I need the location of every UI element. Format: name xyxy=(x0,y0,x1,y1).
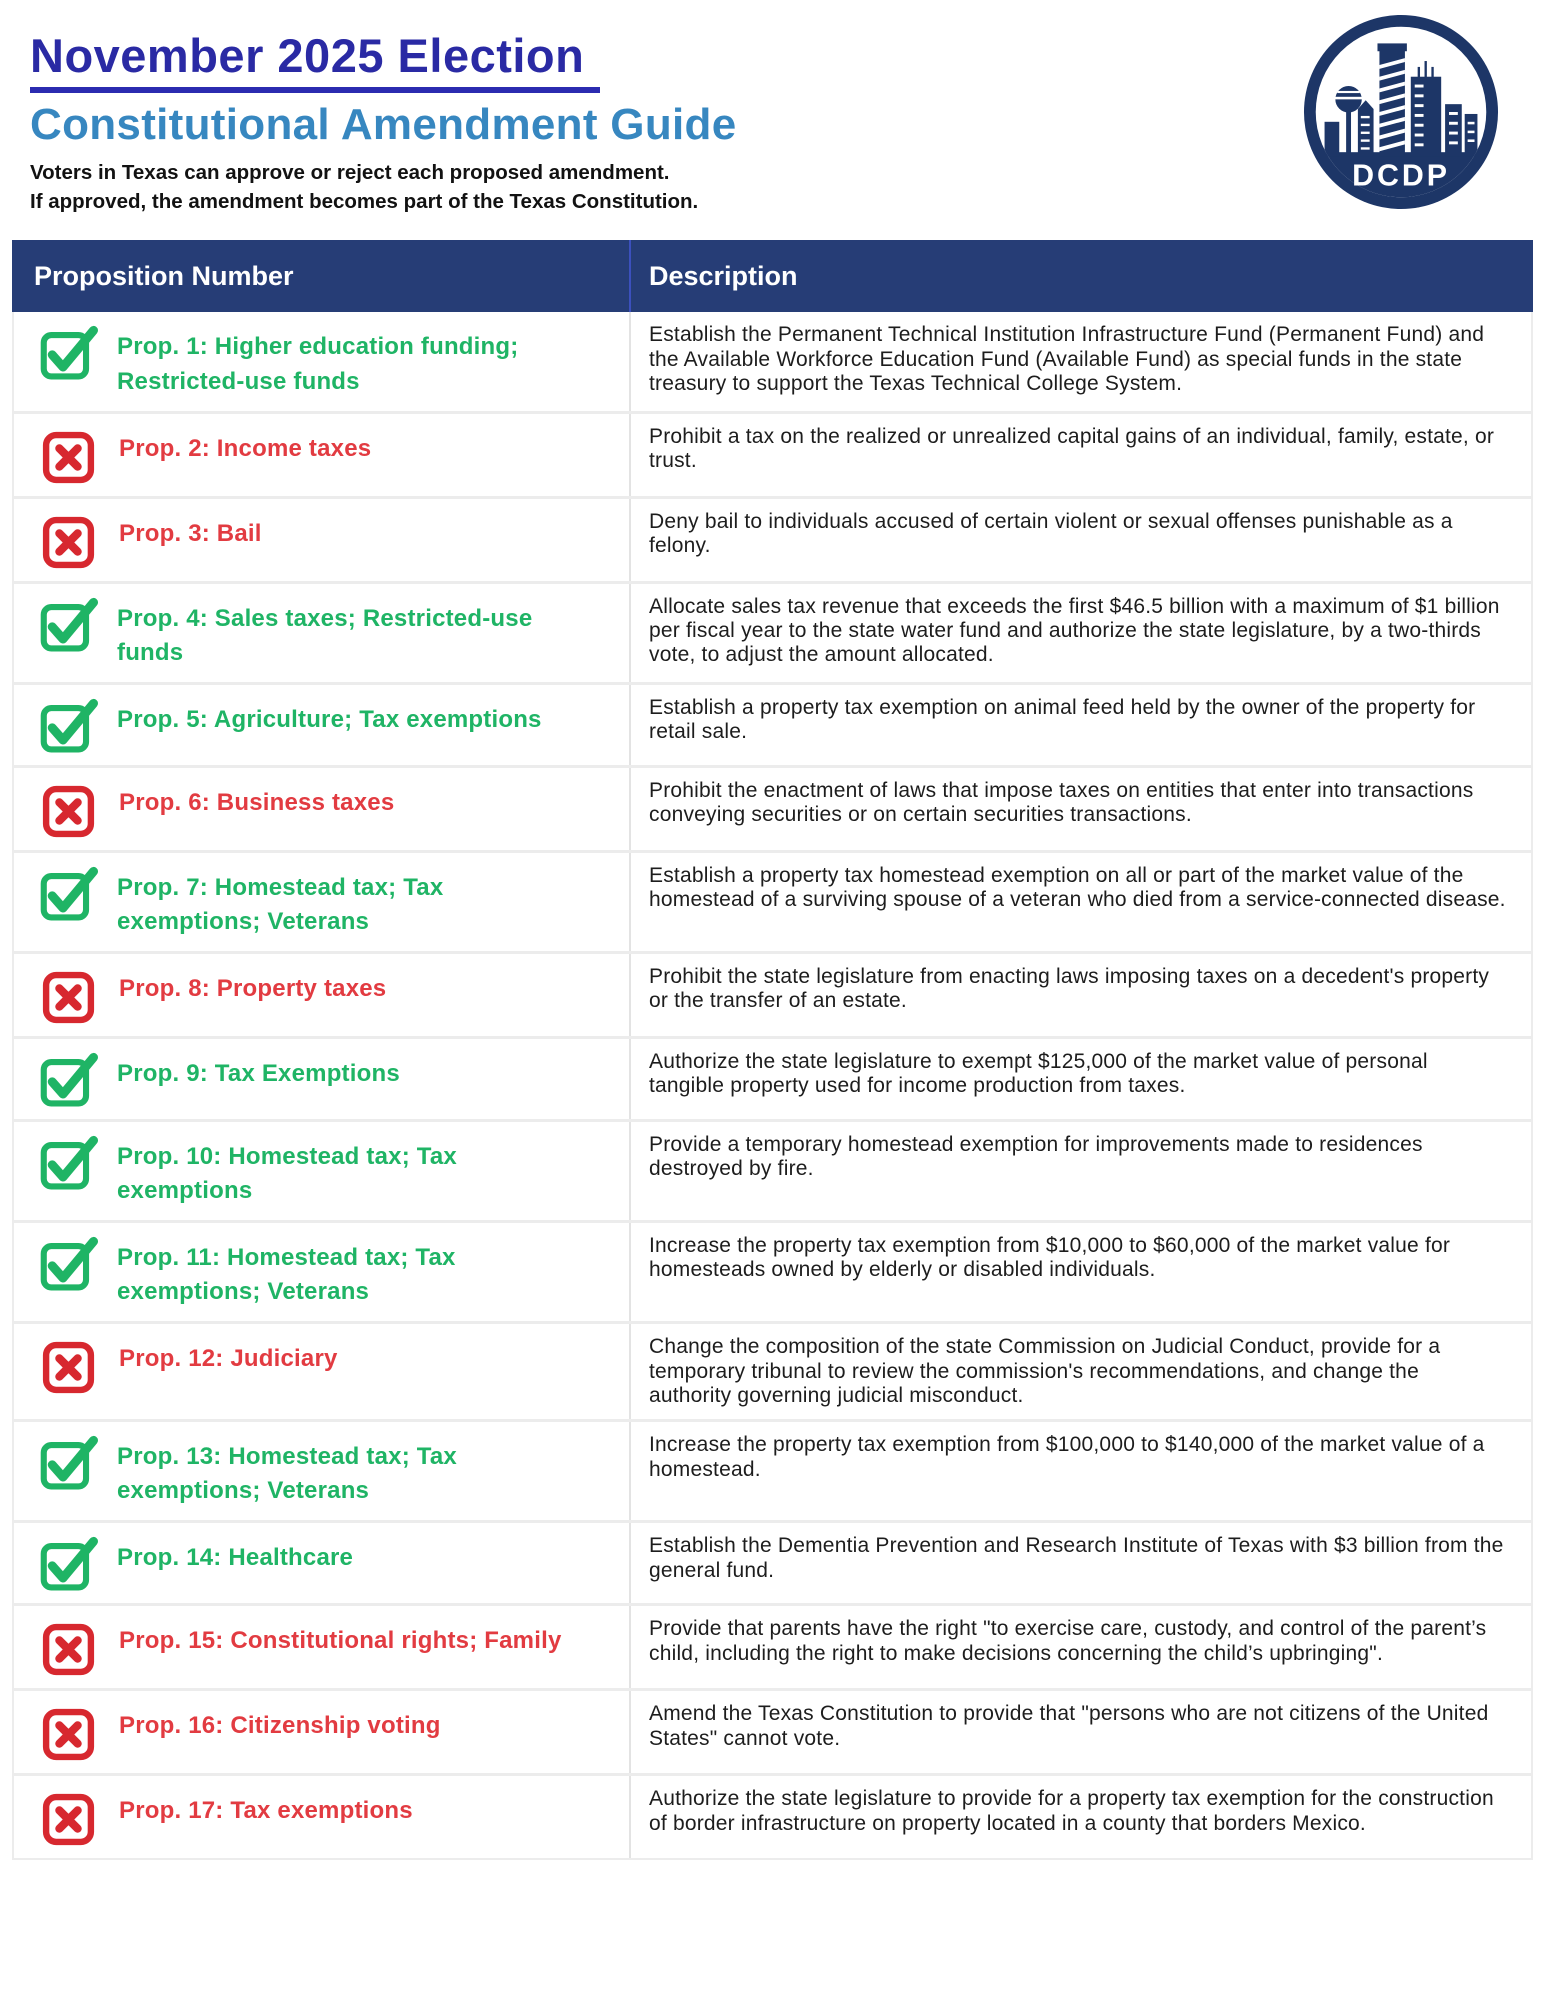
description-cell xyxy=(629,1606,1531,1688)
column-header-description: Description xyxy=(629,240,1533,312)
x-icon xyxy=(40,1793,104,1846)
proposition-cell xyxy=(14,1523,629,1603)
proposition-title: Prop. 2: Income taxes xyxy=(119,434,372,462)
check-icon xyxy=(40,1434,102,1490)
dcdp-logo xyxy=(1303,14,1499,210)
amendment-table xyxy=(12,240,1533,1860)
table-row xyxy=(14,499,1531,584)
x-icon xyxy=(40,785,104,838)
intro-line-1: Voters in Texas can approve or reject each proposed amendment. xyxy=(30,161,670,185)
proposition-description: Prohibit a tax on the realized or unrealized capital gains of an individual, family, estate, or trust. xyxy=(649,424,1495,472)
proposition-description: Increase the property tax exemption from $10,000 to $60,000 of the market value for homesteads owned by elderly or disabled individuals. xyxy=(649,1234,1451,1282)
proposition-cell xyxy=(14,1223,629,1321)
proposition-description: Deny bail to individuals accused of certain violent or sexual offenses punishable as a felony. xyxy=(649,509,1453,557)
proposition-cell xyxy=(14,1039,629,1119)
check-icon xyxy=(40,1134,102,1190)
proposition-description: Establish the Permanent Technical Institution Infrastructure Fund (Permanent Fund) and the Available Workforce Education Fund (Available Fund) as special funds in the state treasury to support the Texas Technical College System. xyxy=(649,323,1485,396)
proposition-description: Prohibit the enactment of laws that impose taxes on entities that enter into transactions conveying securities or on certain securities transactions. xyxy=(649,778,1474,827)
proposition-description: Change the composition of the state Commission on Judicial Conduct, provide for a temporary tribunal to review the commission's recommendations, and change the authority governing judicial misconduct. xyxy=(649,1335,1441,1407)
table-row xyxy=(14,1606,1531,1691)
check-icon xyxy=(40,1235,102,1291)
proposition-title: Prop. 14: Healthcare xyxy=(117,1544,354,1572)
proposition-title: Prop. 10: Homestead tax; Tax exemptions xyxy=(117,1142,457,1204)
proposition-description: Provide that parents have the right "to exercise care, custody, and control of the parent’s child, including the right to make decisions concerning the child’s upbringing". xyxy=(649,1617,1487,1665)
proposition-description: Amend the Texas Constitution to provide that "persons who are not citizens of the United States" cannot vote. xyxy=(649,1702,1489,1750)
description-cell xyxy=(629,312,1531,410)
table-row xyxy=(14,1691,1531,1776)
proposition-cell xyxy=(14,853,629,951)
proposition-title: Prop. 13: Homestead tax; Tax exemptions; Veterans xyxy=(117,1443,457,1505)
table-body xyxy=(14,312,1531,1858)
description-cell xyxy=(629,1039,1531,1119)
description-cell xyxy=(629,1223,1531,1321)
proposition-cell xyxy=(14,312,629,410)
table-row xyxy=(14,954,1531,1039)
proposition-title: Prop. 17: Tax exemptions xyxy=(119,1797,413,1825)
proposition-cell xyxy=(14,499,629,581)
proposition-cell xyxy=(14,954,629,1036)
table-row xyxy=(14,1776,1531,1858)
proposition-title: Prop. 3: Bail xyxy=(119,519,262,547)
description-cell xyxy=(629,954,1531,1036)
proposition-title: Prop. 6: Business taxes xyxy=(119,788,395,816)
description-cell xyxy=(629,414,1531,496)
description-cell xyxy=(629,499,1531,581)
check-icon xyxy=(40,865,102,921)
description-cell xyxy=(629,1324,1531,1419)
x-icon xyxy=(40,1341,104,1394)
proposition-cell xyxy=(14,414,629,496)
intro-line-2: If approved, the amendment becomes part of the Texas Constitution. xyxy=(30,190,699,214)
description-cell xyxy=(629,1422,1531,1520)
proposition-cell xyxy=(14,1422,629,1520)
proposition-title: Prop. 11: Homestead tax; Tax exemptions; Veterans xyxy=(117,1244,456,1306)
table-row xyxy=(14,584,1531,685)
proposition-description: Authorize the state legislature to provide for a property tax exemption for the construction of border infrastructure on property located in a county that borders Mexico. xyxy=(649,1787,1494,1835)
proposition-description: Establish a property tax homestead exemption on all or part of the market value of the homestead of a surviving spouse of a veteran who died from a service-connected disease. xyxy=(649,863,1506,912)
proposition-description: Increase the property tax exemption from $100,000 to $140,000 of the market value of a homestead. xyxy=(649,1433,1485,1481)
table-row xyxy=(14,1039,1531,1122)
table-row xyxy=(14,853,1531,954)
description-cell xyxy=(629,685,1531,765)
dcdp-skyline-icon xyxy=(1303,14,1499,210)
page-title xyxy=(30,30,1505,93)
proposition-title: Prop. 16: Citizenship voting xyxy=(119,1712,441,1740)
proposition-cell xyxy=(14,1606,629,1688)
description-cell xyxy=(629,1776,1531,1858)
check-icon xyxy=(40,697,102,753)
table-header-row xyxy=(12,240,1533,312)
check-icon xyxy=(40,1535,102,1591)
proposition-title: Prop. 7: Homestead tax; Tax exemptions; Veterans xyxy=(117,873,444,935)
x-icon xyxy=(40,1708,104,1761)
description-cell xyxy=(629,1691,1531,1773)
x-icon xyxy=(40,516,104,569)
x-icon xyxy=(40,431,104,484)
proposition-description: Establish a property tax exemption on animal feed held by the owner of the property for retail sale. xyxy=(649,695,1476,744)
table-row xyxy=(14,1223,1531,1324)
check-icon xyxy=(40,1051,102,1107)
proposition-description: Provide a temporary homestead exemption for improvements made to residences destroyed by fire. xyxy=(649,1132,1423,1181)
proposition-cell xyxy=(14,685,629,765)
proposition-title: Prop. 12: Judiciary xyxy=(119,1345,338,1373)
proposition-description: Prohibit the state legislature from enacting laws imposing taxes on a decedent's property or the transfer of an estate. xyxy=(649,964,1490,1013)
check-icon xyxy=(40,596,102,652)
proposition-title: Prop. 9: Tax Exemptions xyxy=(117,1059,400,1087)
header xyxy=(0,0,1545,216)
proposition-title: Prop. 15: Constitutional rights; Family xyxy=(119,1627,562,1655)
proposition-cell xyxy=(14,1691,629,1773)
description-cell xyxy=(629,584,1531,682)
table-row xyxy=(14,1324,1531,1422)
proposition-title: Prop. 1: Higher education funding; Restricted-use funds xyxy=(117,333,519,395)
page-title-text: November 2025 Election xyxy=(30,30,600,93)
description-cell xyxy=(629,1523,1531,1603)
proposition-title: Prop. 4: Sales taxes; Restricted-use funds xyxy=(117,604,533,666)
table-row xyxy=(14,768,1531,853)
proposition-description: Authorize the state legislature to exempt $125,000 of the market value of personal tangible property used for income production from taxes. xyxy=(649,1049,1428,1098)
description-cell xyxy=(629,768,1531,850)
proposition-cell xyxy=(14,1122,629,1220)
table-row xyxy=(14,414,1531,499)
description-cell xyxy=(629,853,1531,951)
proposition-cell xyxy=(14,1324,629,1419)
table-row xyxy=(14,1122,1531,1223)
proposition-cell xyxy=(14,768,629,850)
table-row xyxy=(14,685,1531,768)
proposition-description: Establish the Dementia Prevention and Research Institute of Texas with $3 billion from the general fund. xyxy=(649,1534,1504,1582)
proposition-cell xyxy=(14,1776,629,1858)
intro-text xyxy=(30,158,1505,216)
column-header-proposition: Proposition Number xyxy=(34,260,294,291)
dcdp-logo-text: DCDP xyxy=(1352,158,1450,193)
proposition-title: Prop. 5: Agriculture; Tax exemptions xyxy=(117,705,542,733)
table-row xyxy=(14,1523,1531,1606)
proposition-title: Prop. 8: Property taxes xyxy=(119,974,387,1002)
page-subtitle: Constitutional Amendment Guide xyxy=(30,99,737,149)
proposition-cell xyxy=(14,584,629,682)
table-row xyxy=(14,1422,1531,1523)
x-icon xyxy=(40,1623,104,1676)
proposition-description: Allocate sales tax revenue that exceeds the first $46.5 billion with a maximum of $1 billion per fiscal year to the state water fund and authorize the state legislature, by a two-thirds vote, to adjust the amount allocated. xyxy=(649,594,1500,667)
table-row xyxy=(14,312,1531,413)
x-icon xyxy=(40,971,104,1024)
check-icon xyxy=(40,324,102,380)
description-cell xyxy=(629,1122,1531,1220)
